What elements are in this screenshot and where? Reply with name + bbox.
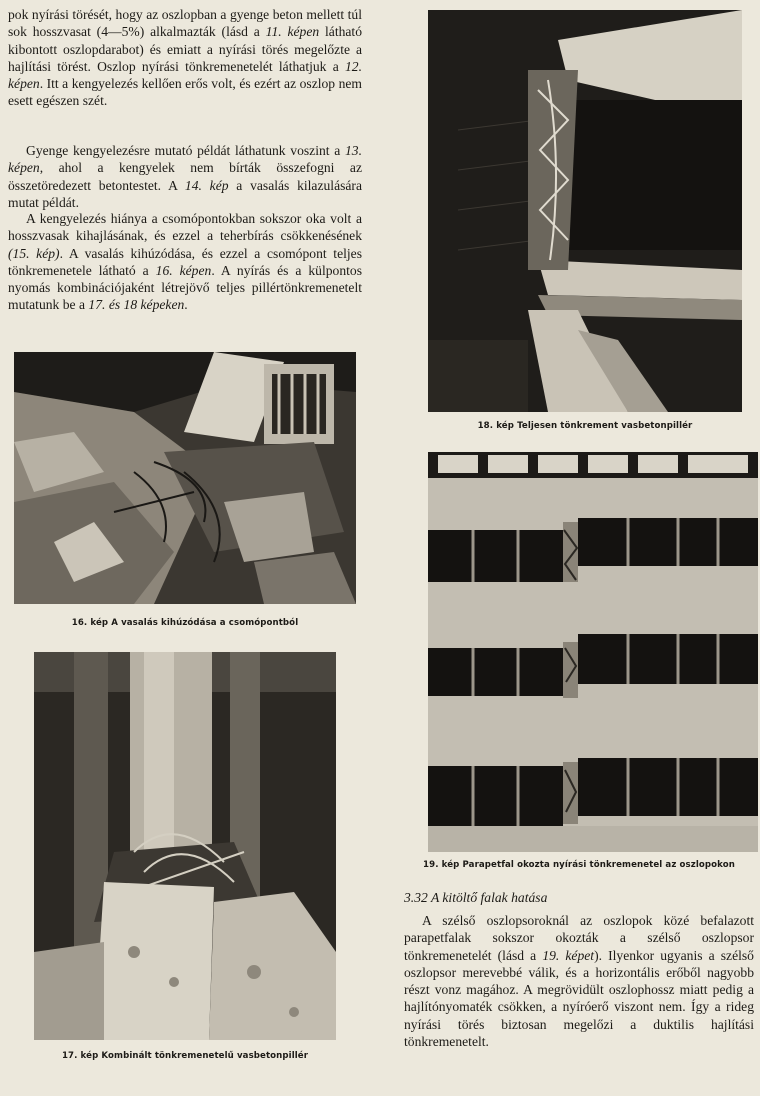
- figure-16-photo: [14, 352, 356, 604]
- figure-18-caption: 18. kép Teljesen tönkrement vasbetonpillér: [477, 421, 693, 431]
- figure-19-photo: [428, 452, 758, 852]
- figure-17-caption: 17. kép Kombinált tönkremenetelű vasbetonpillér: [61, 1051, 309, 1061]
- figure-16-caption: 16. kép A vasalás kihúzódása a csomópontból: [71, 618, 299, 628]
- section-body: A szélső oszlopsoroknál az oszlopok közé befalazott parapetfalak sokszor okozták a szélső oszlopsor tönkremenetelét (lásd a 19. képet). Ilyenkor ugyanis a szélső oszlopsor merevebbé válik, és a horizontális erőből nagyobb részt vonz magához. A megrövidült oszlophossz miatt pedig a hajlítónyomaték csökken, a nyíróerő viszont nem. Így a rideg nyírási törés biztosan megelőzi a duktilis hajlítási tönkremenetelt.: [404, 913, 754, 1050]
- intro-paragraph-2: Gyenge kengyelezésre mutató példát láthatunk voszint a 13. képen, ahol a kengyelek nem bírták összefogni az összetöredezett betontestet. A 14. kép a vasalás kilazulására mutat példát.: [8, 143, 362, 210]
- figure-18-photo: [428, 10, 742, 412]
- figure-19-caption: 19. kép Parapetfal okozta nyírási tönkremenetel az oszlopokon: [423, 860, 735, 870]
- figure-17-photo: [34, 652, 336, 1040]
- intro-paragraph-3: A kengyelezés hiánya a csomópontokban sokszor oka volt a hosszvasak kihajlásának, és ezzel a teherbírás csökkenésének (15. kép). A vasalás kihúzódása, és ezzel a csomópont teljes tönkremenetele látható a 16. képen. A nyírás és a külpontos nyomás kombinációjaként létrejövő teljes pillértönkremenetelt mutatunk be a 17. és 18 képeken.: [8, 211, 362, 313]
- intro-paragraph-1: pok nyírási törését, hogy az oszlopban a gyenge beton mellett túl sok hosszvasat (4—5%) alkalmazták (lásd a 11. képen látható kibontott oszlopdarabot) és emiatt a nyírási törés megelőzte a hajlítási törést. Oszlop nyírási tönkremenetelét láthatjuk a 12. képen. Itt a kengyelezés kellően erős volt, és ezért az oszlop nem esett egészen szét.: [8, 7, 363, 109]
- section-heading: 3.32 A kitöltő falak hatása: [404, 890, 548, 905]
